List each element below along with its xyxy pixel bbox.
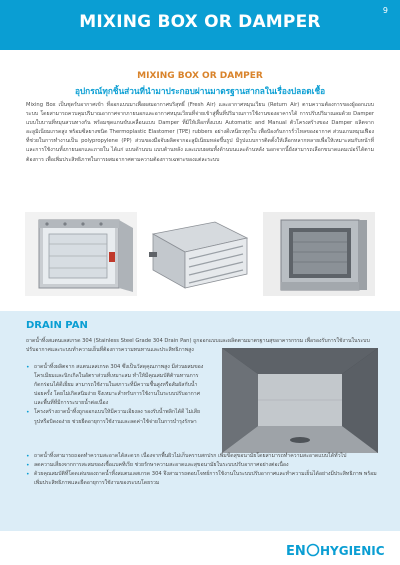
damper-frame-photo: [143, 212, 257, 296]
mixing-box-cabinet-photo: [263, 212, 375, 296]
drain-pan-section: [0, 311, 400, 531]
page-number: 9: [382, 6, 388, 15]
svg-text:HYGIENIC: HYGIENIC: [320, 544, 385, 558]
drain-pan-title: DRAIN PAN: [26, 320, 88, 331]
drain-pan-bullets-side: [26, 363, 206, 427]
drain-pan-bullets-full: [26, 452, 378, 488]
bullet-icon: •: [26, 364, 30, 371]
product-photos: [25, 212, 375, 296]
bullet-icon: •: [26, 462, 30, 470]
list-item: • ลดความเสี่ยงจากการสะสมของเชื้อแบคทีเรีย ช่วยรักษาความสะอาดและสุขอนามัยในระบบปรับอากาศอย่างต่อเนื่อง: [26, 462, 289, 470]
drain-pan-lead: ถาดน้ำทิ้งสแตนเลสเกรด 304 (Stainless Steel Grade 304 Drain Pan) ถูกออกแบบและผลิตตามมาตรฐานสุขอาคารกรรม เพื่อรองรับการใช้งานในระบบปรับอากาศและระบบทำความเย็นที่ต้องการความทนทานและประสิทธิภาพสูง: [26, 338, 370, 354]
drain-pan-photo: [222, 348, 378, 453]
section-title: MIXING BOX OR DAMPER: [137, 71, 263, 81]
mixing-box-open-photo: [25, 212, 137, 296]
page-title: MIXING BOX OR DAMPER: [79, 12, 321, 32]
intro-paragraph: Mixing Box เป็นชุดรับอากาศเข้า ที่ออกแบบมาเพื่อผสมอากาศบริสุทธิ์ (Fresh Air) และอากาศหมุนเวียน (Return Air) ตามความต้องการของผู้ออกแบบระบบ โดยสามารถควบคุมปริมาณอากาศจากภายนอกและอากาศหมุนเวียนที่จ่ายเข้าสู่พื้นที่ปริมาณการใช้งานของอาคารได้ การปรับปริมาณลมด้วย Damper แบบใบบานที่หมุนสวนทางกัน พร้อมชุดแกนขับเคลื่อนแบบ Damper ที่มีให้เลือกทั้งแบบ Automatic and Manual ตัวโครงสร้างของ Damper ผลิตจากอะลูมิเนียมเกรดสูง พร้อมซีลยางชนิด Thermoplastic Elastomer (TPE) rubbers อย่างดีเหนียวทุกใบ เพื่อป้องกันการรั่วไหลของอากาศ ส่วนแกนหมุนเฟืองที่ช่วยในการทำงานเป็น polypropylene (PP) ส่วนของมือจับผลิตจากอะลูมิเนียมหล่อขึ้นรูป มีรูปแบบการติดตั้งให้เลือกหลากหลายเพื่อให้เหมาะสมกับหน้าที่และการใช้งานทั้งภายนอกและภายใน ได้แก่ แบบด้านบน แบบด้านหลัง และแบบผสมทั้งด้านบนและด้านหลัง นอกจากนี้ยังสามารถเลือกขนาดแดมเปอร์ได้ตามต้องการ เพื่อเพิ่มประสิทธิภาพในการผสมอากาศตามความต้องการเฉพาะของแต่ละระบบ: [26, 102, 374, 163]
list-item: • ถาดน้ำทิ้งสามารถถอดทำความสะอาดได้สะดวก เนื่องจากพื้นผิวไม่เก็บคราบสกปรก เพิ่มขีดสุขอนามัยโดยสามารถทำความสะอาดแบบได้ทั่วไป: [26, 453, 347, 460]
header-bar: [0, 0, 400, 50]
en-hygienic-logo: [286, 541, 386, 559]
svg-text:EN: EN: [286, 544, 306, 559]
list-item: • ด้วยคุณสมบัติที่โดดเด่นของถาดน้ำทิ้งสแตนเลสเกรด 304 จึงสามารถตอบโจทย์การใช้งานในระบบปรับอากาศและทำความเย็นได้อย่างมีประสิทธิภาพ พร้อมเพิ่มประสิทธิภาพและยืดอายุการใช้งานของระบบโดยรวม: [26, 471, 377, 487]
list-item: • โครงสร้างถาดน้ำทิ้งถูกออกแบบให้มีความเอียงลง รองรับน้ำพลิกได้ดี ไม่เสียรูปหรือบิดงอง่าย ช่วยยืดอายุการใช้งานและลดค่าใช้จ่ายในการบำรุงรักษา: [26, 409, 201, 425]
bullet-icon: •: [26, 409, 30, 417]
bullet-icon: •: [26, 471, 30, 479]
section-subtitle: อุปกรณ์ทุกชิ้นส่วนที่นำมาประกอบผ่านมาตรฐานสากลในเรื่องปลอดเชื้อ: [74, 86, 326, 96]
bullet-icon: •: [26, 453, 30, 460]
list-item: • ถาดน้ำทิ้งผลิตจาก สแตนเลสเกรด 304 ซึ่งเป็นวัสดุคุณภาพสูง มีส่วนผสมของโครเมียมและนิกเกิลในอัตราส่วนที่เหมาะสม ทำให้มีคุณสมบัติต้านทานการกัดกร่อนได้ดีเยี่ยม สามารถใช้งานในสภาวะที่มีความชื้นสูงหรือสัมผัสกับน้ำบ่อยครั้ง โดยไม่เกิดสนิมง่าย จึงเหมาะสำหรับการใช้งานในระบบปรับอากาศและพื้นที่ที่มีการระบายน้ำต่อเนื่อง: [26, 364, 204, 407]
